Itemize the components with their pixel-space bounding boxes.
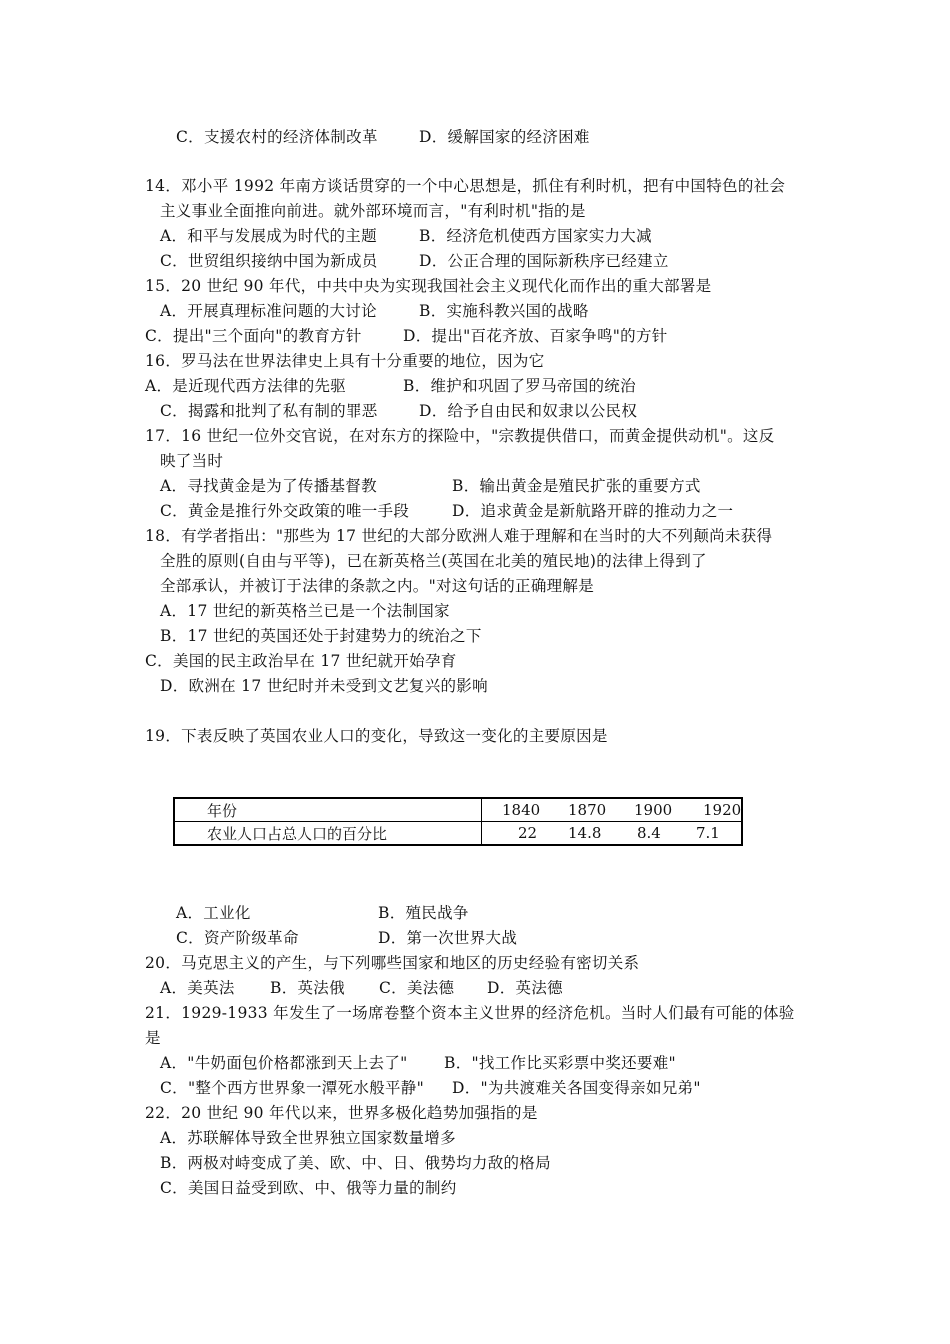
q20-option-b: B．英法俄	[270, 979, 345, 997]
q16-stem: 16．罗马法在世界法律史上具有十分重要的地位，因为它	[145, 352, 545, 370]
value-cell: 14.8	[568, 824, 602, 842]
year-cell: 1840	[502, 801, 541, 819]
q20-option-d: D．英法德	[487, 979, 563, 997]
q21-stem-line1: 21．1929-1933 年发生了一场席卷整个资本主义世界的经济危机。当时人们最有可能的体验	[145, 1004, 795, 1022]
q15-option-b: B．实施科教兴国的战略	[419, 302, 589, 320]
q17-option-b: B．输出黄金是殖民扩张的重要方式	[452, 477, 701, 495]
q17-option-d: D．追求黄金是新航路开辟的推动力之一	[452, 502, 734, 520]
value-cell: 8.4	[637, 824, 661, 842]
q14-stem-line2: 主义事业全面推向前进。就外部环境而言，"有利时机"指的是	[160, 202, 586, 220]
q17-stem-line2: 映了当时	[160, 452, 224, 470]
agricultural-population-table	[173, 797, 743, 846]
year-cell: 1920	[703, 801, 742, 819]
table-header-label: 年份	[174, 798, 482, 822]
q16-option-a: A．是近现代西方法律的先驱	[145, 377, 347, 395]
q18-stem-line2: 全胜的原则(自由与平等)，已在新英格兰(英国在北美的殖民地)的法律上得到了	[160, 552, 707, 570]
q21-option-a: A．"牛奶面包价格都涨到天上去了"	[160, 1054, 408, 1072]
year-cell: 1870	[568, 801, 607, 819]
q17-option-a: A．寻找黄金是为了传播基督教	[160, 477, 377, 495]
q16-option-b: B．维护和巩固了罗马帝国的统治	[403, 377, 636, 395]
q19-option-a: A．工业化	[176, 904, 251, 922]
q14-option-b: B．经济危机使西方国家实力大减	[419, 227, 652, 245]
q18-stem-line3: 全部承认，并被订于法律的条款之内。"对这句话的正确理解是	[160, 577, 595, 595]
q15-option-c: C．提出"三个面向"的教育方针	[145, 327, 362, 345]
value-cell: 7.1	[696, 824, 720, 842]
q18-stem-line1: 18．有学者指出："那些为 17 世纪的大部分欧洲人难于理解和在当时的大不列颠尚未获得	[145, 527, 773, 545]
q13-option-c: C．支援农村的经济体制改革	[176, 128, 378, 146]
q15-option-d: D．提出"百花齐放、百家争鸣"的方针	[403, 327, 668, 345]
q21-option-d: D．"为共渡难关各国变得亲如兄弟"	[452, 1079, 701, 1097]
q18-option-b: B．17 世纪的英国还处于封建势力的统治之下	[160, 627, 482, 645]
q17-option-c: C．黄金是推行外交政策的唯一手段	[160, 502, 410, 520]
q21-option-c: C．"整个西方世界象一潭死水般平静"	[160, 1079, 425, 1097]
q21-option-b: B．"找工作比买彩票中奖还要难"	[444, 1054, 676, 1072]
value-cell: 22	[518, 824, 538, 842]
q15-option-a: A．开展真理标准问题的大讨论	[160, 302, 377, 320]
q22-stem: 22．20 世纪 90 年代以来，世界多极化趋势加强指的是	[145, 1104, 538, 1122]
q21-stem-line2: 是	[145, 1029, 161, 1047]
q18-option-c: C．美国的民主政治早在 17 世纪就开始孕育	[145, 652, 457, 670]
q20-option-a: A．美英法	[160, 979, 235, 997]
q19-option-d: D．第一次世界大战	[378, 929, 518, 947]
q20-stem: 20．马克思主义的产生，与下列哪些国家和地区的历史经验有密切关系	[145, 954, 640, 972]
q14-option-c: C．世贸组织接纳中国为新成员	[160, 252, 378, 270]
table-data-row	[174, 822, 742, 846]
q22-option-c: C．美国日益受到欧、中、俄等力量的制约	[160, 1179, 457, 1197]
q13-option-d: D．缓解国家的经济困难	[419, 128, 590, 146]
table-row-label: 农业人口占总人口的百分比	[174, 822, 482, 846]
q22-option-a: A．苏联解体导致全世界独立国家数量增多	[160, 1129, 456, 1147]
table-header-row	[174, 798, 742, 822]
q14-option-d: D．公正合理的国际新秩序已经建立	[419, 252, 669, 270]
q15-stem: 15．20 世纪 90 年代，中共中央为实现我国社会主义现代化而作出的重大部署是	[145, 277, 712, 295]
q19-stem: 19．下表反映了英国农业人口的变化，导致这一变化的主要原因是	[145, 727, 608, 745]
q19-option-b: B．殖民战争	[378, 904, 469, 922]
q14-option-a: A．和平与发展成为时代的主题	[160, 227, 377, 245]
q14-stem-line1: 14．邓小平 1992 年南方谈话贯穿的一个中心思想是，抓住有利时机，把有中国特色的社会	[145, 177, 786, 195]
q19-option-c: C．资产阶级革命	[176, 929, 299, 947]
q16-option-d: D．给予自由民和奴隶以公民权	[419, 402, 638, 420]
q16-option-c: C．揭露和批判了私有制的罪恶	[160, 402, 378, 420]
q18-option-a: A．17 世纪的新英格兰已是一个法制国家	[160, 602, 450, 620]
q20-option-c: C．美法德	[379, 979, 455, 997]
q22-option-b: B．两极对峙变成了美、欧、中、日、俄势均力敌的格局	[160, 1154, 551, 1172]
year-cell: 1900	[634, 801, 673, 819]
q18-option-d: D．欧洲在 17 世纪时并未受到文艺复兴的影响	[160, 677, 488, 695]
q17-stem-line1: 17．16 世纪一位外交官说，在对东方的探险中，"宗教提供借口，而黄金提供动机"。这反	[145, 427, 775, 445]
